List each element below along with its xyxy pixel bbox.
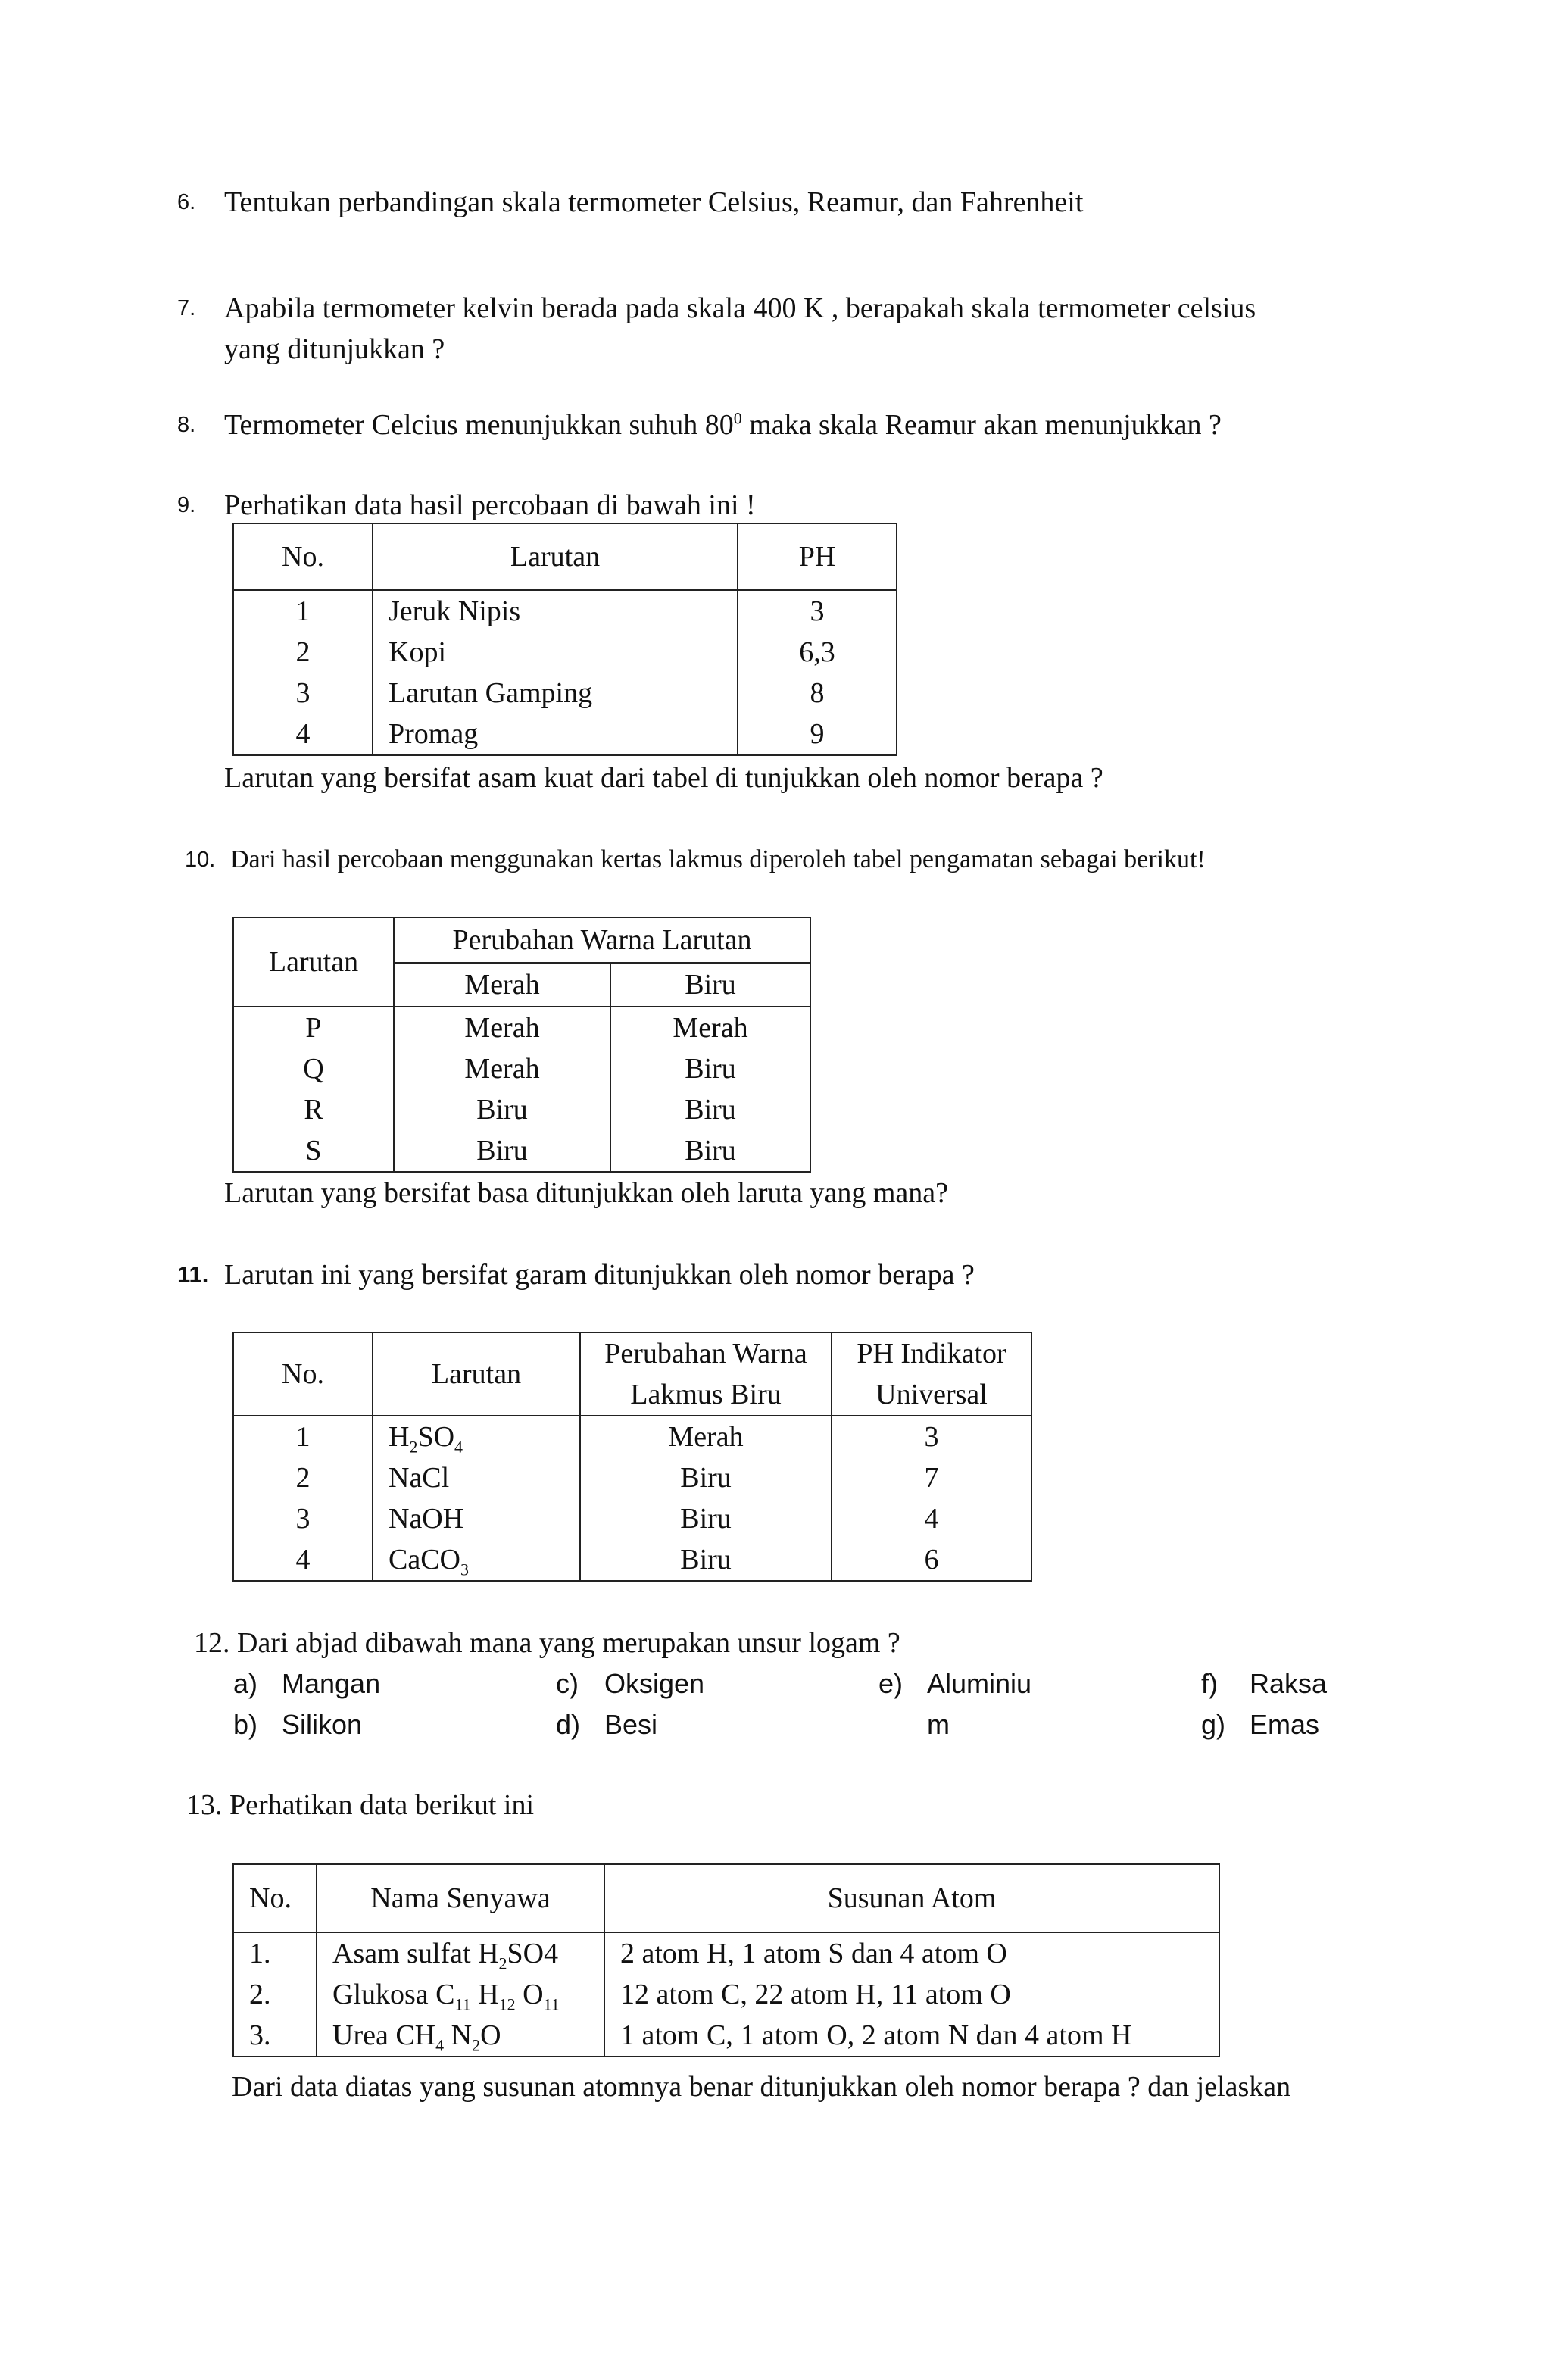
cell-larutan: P <box>233 1007 394 1048</box>
table-row <box>233 2015 1219 2057</box>
question-11-text: Larutan ini yang bersifat garam ditunjukkan oleh nomor berapa ? <box>224 1259 975 1291</box>
question-8-text <box>224 404 1222 445</box>
option-d-label: d) <box>556 1709 581 1740</box>
cell-larutan: Kopi <box>373 632 738 673</box>
cell-atoms: 12 atom C, 22 atom H, 11 atom O <box>604 1974 1219 2015</box>
option-a-text: Mangan <box>282 1668 381 1699</box>
question-6-text: Tentukan perbandingan skala termometer Celsius, Reamur, dan Fahrenheit <box>224 186 1084 218</box>
cell-ph: 6 <box>832 1539 1031 1581</box>
question-10-number: 10. <box>185 848 216 872</box>
cell-no: 3 <box>233 673 373 714</box>
cell-formula <box>373 1539 580 1581</box>
cell-no: 2 <box>233 1457 373 1498</box>
formula-text: O <box>515 1979 544 2010</box>
ph-table-header-no: No. <box>233 523 373 590</box>
cell-ph: 9 <box>738 714 897 755</box>
formula-text: O <box>480 2019 501 2051</box>
ph-table-header-larutan: Larutan <box>373 523 738 590</box>
salt-header-larutan: Larutan <box>373 1332 580 1416</box>
option-d-text: Besi <box>604 1709 658 1740</box>
salt-header-warna-line2: Lakmus Biru <box>630 1379 782 1410</box>
cell-color: Merah <box>580 1416 832 1457</box>
cell-no: 3. <box>233 2015 317 2057</box>
question-11-number: 11. <box>177 1261 209 1288</box>
formula-text: SO <box>417 1421 455 1453</box>
question-9-text: Perhatikan data hasil percobaan di bawah ini ! <box>224 489 756 521</box>
litmus-header-biru: Biru <box>610 963 810 1007</box>
table-row <box>233 1007 810 1048</box>
cell-color: Biru <box>580 1539 832 1581</box>
cell-ph: 7 <box>832 1457 1031 1498</box>
question-7-text-line2: yang ditunjukkan ? <box>224 333 445 365</box>
question-13-question: Dari data diatas yang susunan atomnya benar ditunjukkan oleh nomor berapa ? dan jelaskan <box>232 2071 1291 2103</box>
table-row <box>233 590 897 632</box>
formula-subscript: 4 <box>454 1437 463 1457</box>
litmus-header-merah: Merah <box>394 963 610 1007</box>
cell-name <box>317 1932 604 1974</box>
table-row <box>233 1089 810 1130</box>
formula-subscript: 2 <box>472 2035 481 2055</box>
formula-text: CaCO <box>389 1544 460 1576</box>
cell-merah: Merah <box>394 1007 610 1048</box>
cell-no: 4 <box>233 1539 373 1581</box>
question-10-question: Larutan yang bersifat basa ditunjukkan oleh laruta yang mana? <box>224 1177 948 1209</box>
litmus-table <box>232 917 811 1173</box>
cell-biru: Biru <box>610 1048 810 1089</box>
cell-biru: Biru <box>610 1130 810 1172</box>
formula-text: N <box>444 2019 473 2051</box>
cell-larutan: Promag <box>373 714 738 755</box>
option-e-label: e) <box>878 1668 903 1699</box>
question-12-text: 12. Dari abjad dibawah mana yang merupakan unsur logam ? <box>194 1627 900 1659</box>
question-9-question: Larutan yang bersifat asam kuat dari tabel di tunjukkan oleh nomor berapa ? <box>224 762 1103 794</box>
cell-biru: Merah <box>610 1007 810 1048</box>
option-g-label: g) <box>1201 1709 1226 1740</box>
formula-text: H <box>389 1421 410 1453</box>
question-10-text: Dari hasil percobaan menggunakan kertas lakmus diperoleh tabel pengamatan sebagai berikut! <box>230 845 1206 873</box>
litmus-header-larutan: Larutan <box>233 917 394 1007</box>
cell-name <box>317 2015 604 2057</box>
cell-merah: Merah <box>394 1048 610 1089</box>
option-e-text: Aluminiu <box>927 1668 1032 1699</box>
table-row <box>233 1974 1219 2015</box>
table-row <box>233 1932 1219 1974</box>
salt-header-ph-line1: PH Indikator <box>857 1338 1006 1370</box>
option-e-text-wrap: m <box>927 1709 950 1740</box>
formula-text: Urea CH <box>332 2019 436 2051</box>
formula-text: NaCl <box>389 1462 450 1494</box>
cell-no: 2 <box>233 632 373 673</box>
cell-formula <box>373 1498 580 1539</box>
option-b-text: Silikon <box>282 1709 363 1740</box>
formula-text: H <box>470 1979 499 2010</box>
question-13-text: 13. Perhatikan data berikut ini <box>186 1789 535 1821</box>
cell-ph: 8 <box>738 673 897 714</box>
cell-ph: 4 <box>832 1498 1031 1539</box>
cell-larutan: Larutan Gamping <box>373 673 738 714</box>
table-row <box>233 1048 810 1089</box>
question-7-text-line1: Apabila termometer kelvin berada pada skala 400 K , berapakah skala termometer celsius <box>224 292 1256 324</box>
cell-larutan: Jeruk Nipis <box>373 590 738 632</box>
table-row <box>233 714 897 755</box>
question-8-number: 8. <box>177 413 196 437</box>
salt-header-warna-line1: Perubahan Warna <box>604 1338 807 1370</box>
formula-subscript: 4 <box>435 2035 445 2055</box>
cell-color: Biru <box>580 1457 832 1498</box>
question-9-number: 9. <box>177 493 196 517</box>
salt-header-ph <box>832 1332 1031 1416</box>
cell-ph: 6,3 <box>738 632 897 673</box>
formula-text: Asam sulfat H <box>332 1938 499 1969</box>
cell-ph: 3 <box>832 1416 1031 1457</box>
compound-header-no: No. <box>233 1864 317 1932</box>
question-8-text-post: maka skala Reamur akan menunjukkan ? <box>741 409 1222 441</box>
cell-biru: Biru <box>610 1089 810 1130</box>
table-row <box>233 632 897 673</box>
cell-no: 1 <box>233 1416 373 1457</box>
option-b-label: b) <box>233 1709 258 1740</box>
option-f-text: Raksa <box>1250 1668 1328 1699</box>
cell-larutan: R <box>233 1089 394 1130</box>
formula-subscript: 11 <box>543 1994 560 2014</box>
cell-no: 2. <box>233 1974 317 2015</box>
option-a-label: a) <box>233 1668 258 1699</box>
formula-subscript: 12 <box>498 1994 516 2014</box>
salt-header-no: No. <box>233 1332 373 1416</box>
table-row <box>233 1539 1031 1581</box>
table-row <box>233 1457 1031 1498</box>
salt-header-warna <box>580 1332 832 1416</box>
ph-table <box>232 523 897 756</box>
cell-merah: Biru <box>394 1089 610 1130</box>
cell-no: 4 <box>233 714 373 755</box>
compound-header-atoms: Susunan Atom <box>604 1864 1219 1932</box>
cell-ph: 3 <box>738 590 897 632</box>
formula-text: SO4 <box>507 1938 559 1969</box>
ph-table-header-ph: PH <box>738 523 897 590</box>
cell-no: 1 <box>233 590 373 632</box>
litmus-header-group: Perubahan Warna Larutan <box>394 917 810 963</box>
option-c-label: c) <box>556 1668 579 1699</box>
question-8-text-pre: Termometer Celcius menunjukkan suhuh 80 <box>224 409 734 441</box>
cell-name <box>317 1974 604 2015</box>
compound-table <box>232 1863 1220 2057</box>
degree-superscript: 0 <box>733 408 742 428</box>
cell-larutan: S <box>233 1130 394 1172</box>
cell-no: 1. <box>233 1932 317 1974</box>
option-g-text: Emas <box>1250 1709 1320 1740</box>
compound-header-name: Nama Senyawa <box>317 1864 604 1932</box>
question-6-number: 6. <box>177 190 196 214</box>
salt-header-ph-line2: Universal <box>875 1379 988 1410</box>
table-row <box>233 673 897 714</box>
cell-no: 3 <box>233 1498 373 1539</box>
formula-subscript: 2 <box>409 1437 418 1457</box>
formula-subscript: 3 <box>460 1560 469 1579</box>
cell-larutan: Q <box>233 1048 394 1089</box>
formula-text: NaOH <box>389 1503 464 1535</box>
table-row <box>233 1416 1031 1457</box>
cell-formula <box>373 1457 580 1498</box>
table-row <box>233 1498 1031 1539</box>
cell-atoms: 1 atom C, 1 atom O, 2 atom N dan 4 atom H <box>604 2015 1219 2057</box>
table-row <box>233 1130 810 1172</box>
cell-color: Biru <box>580 1498 832 1539</box>
formula-text: Glukosa C <box>332 1979 455 2010</box>
cell-merah: Biru <box>394 1130 610 1172</box>
question-7-number: 7. <box>177 296 196 320</box>
option-c-text: Oksigen <box>604 1668 705 1699</box>
salt-table <box>232 1332 1032 1582</box>
formula-subscript: 11 <box>454 1994 471 2014</box>
cell-formula <box>373 1416 580 1457</box>
cell-atoms: 2 atom H, 1 atom S dan 4 atom O <box>604 1932 1219 1974</box>
option-f-label: f) <box>1201 1668 1218 1699</box>
formula-subscript: 2 <box>498 1954 507 1973</box>
